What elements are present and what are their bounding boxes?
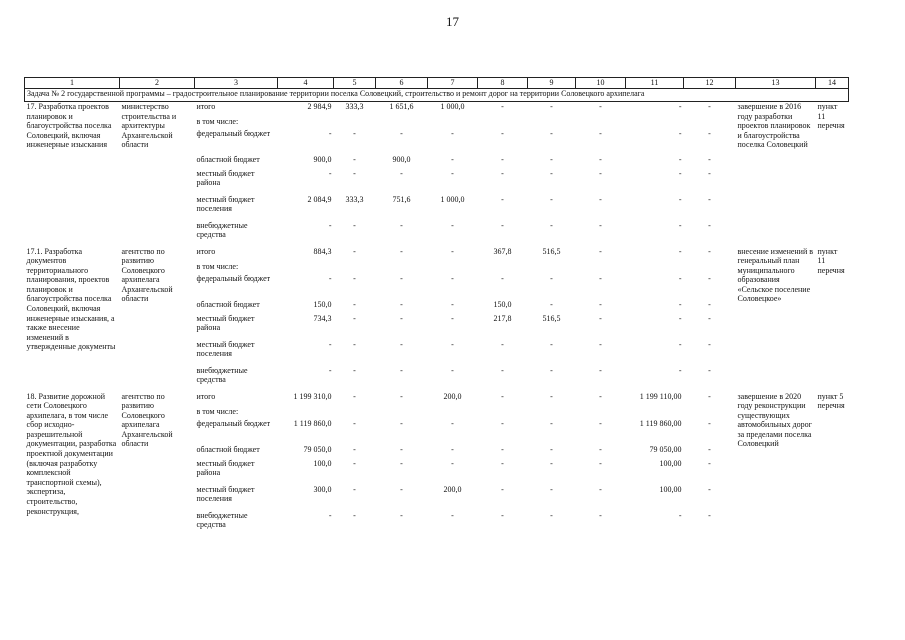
funding-source: внебюджетные средства	[196, 365, 248, 385]
amount-cell: -	[353, 128, 356, 138]
amount-cell: -	[328, 128, 332, 138]
amount-cell: -	[550, 418, 553, 428]
amount-cell: -	[708, 391, 711, 401]
amount-cell: -	[501, 128, 504, 138]
amount-cell: -	[400, 365, 403, 375]
amount-cell: -	[599, 484, 602, 494]
amount-cell: -	[501, 484, 504, 494]
measure-name: 17.1. Разработка документов территориального планирования, проектов планировок и благоустройства поселка Соловецкий, включая инженерные изыскания, а также внесение изменений в утвержденные документы	[26, 246, 116, 352]
amount-cell: -	[353, 458, 356, 468]
amount-cell: 367,8	[493, 246, 512, 256]
amount-cell: -	[708, 418, 711, 428]
header-col-9: 9	[528, 78, 576, 89]
amount-cell: -	[599, 391, 602, 401]
funding-source: местный бюджет поселения	[196, 484, 255, 504]
amount-cell: -	[678, 194, 682, 204]
header-col-12: 12	[684, 78, 736, 89]
header-col-2: 2	[120, 78, 195, 89]
amount-cell: -	[328, 220, 332, 230]
amount-cell	[576, 407, 626, 419]
amount-cell: -	[501, 194, 504, 204]
page-number: 17	[446, 14, 459, 29]
amount-cell: -	[353, 313, 356, 323]
amount-cell: -	[678, 102, 682, 111]
amount-cell: -	[451, 168, 454, 178]
funding-source: федеральный бюджет	[196, 128, 271, 138]
amount-cell: -	[451, 444, 454, 454]
funding-source: итого	[196, 102, 216, 111]
amount-cell: 200,0	[443, 391, 462, 401]
amount-cell	[626, 407, 684, 419]
funding-source: итого	[196, 391, 216, 401]
amount-cell: 1 119 860,00	[639, 418, 682, 428]
amount-cell: -	[550, 391, 553, 401]
amount-cell: -	[550, 510, 553, 520]
amount-cell: -	[550, 273, 553, 283]
amount-cell: -	[550, 299, 553, 309]
amount-cell: 1 199 110,00	[639, 391, 682, 401]
amount-cell: -	[400, 391, 403, 401]
amount-cell: -	[599, 273, 602, 283]
amount-cell: -	[678, 246, 682, 256]
amount-cell	[428, 407, 478, 419]
amount-cell: -	[708, 365, 711, 375]
measure-name: 17. Разработка проектов планировок и благоустройства поселка Соловецкий, включая инженерные изыскания	[26, 102, 112, 150]
funding-source: областной бюджет	[196, 154, 260, 164]
amount-cell: -	[328, 339, 332, 349]
amount-cell: -	[599, 246, 602, 256]
amount-cell: -	[353, 168, 356, 178]
executor: агентство по развитию Соловецкого архипелага Архангельской области	[121, 246, 173, 304]
amount-cell: -	[678, 168, 682, 178]
amount-cell: -	[678, 510, 682, 520]
indicator-reference: пункт 11 перечня	[817, 102, 845, 131]
amount-cell: 2 084,9	[307, 194, 332, 204]
amount-cell: -	[550, 168, 553, 178]
amount-cell: -	[501, 391, 504, 401]
amount-cell: -	[328, 510, 332, 520]
amount-cell	[428, 117, 478, 129]
amount-cell: -	[708, 299, 711, 309]
funding-source: федеральный бюджет	[196, 418, 271, 428]
amount-cell: -	[599, 418, 602, 428]
amount-cell: 734,3	[313, 313, 332, 323]
amount-cell: -	[353, 220, 356, 230]
header-col-4: 4	[278, 78, 334, 89]
amount-cell: 1 119 860,0	[293, 418, 332, 428]
amount-cell	[334, 117, 376, 129]
amount-cell: -	[353, 510, 356, 520]
amount-cell: -	[501, 458, 504, 468]
amount-cell: -	[599, 365, 602, 375]
amount-cell: -	[501, 510, 504, 520]
amount-cell: 100,0	[313, 458, 332, 468]
amount-cell: -	[400, 273, 403, 283]
amount-cell: -	[451, 128, 454, 138]
amount-cell	[684, 262, 736, 274]
amount-cell	[626, 262, 684, 274]
amount-cell: 100,00	[659, 484, 682, 494]
amount-cell: -	[353, 339, 356, 349]
measure-name: 18. Развитие дорожной сети Соловецкого архипелага, в том числе сбор исходно-разрешительной документации, разработка проектной документации (включая разработку комплексной транспортной схемы), экспертиза, строительство, реконструкция,	[26, 391, 117, 516]
amount-cell	[334, 262, 376, 274]
amount-cell: 516,5	[542, 246, 561, 256]
amount-cell: -	[451, 313, 454, 323]
executor: агентство по развитию Соловецкого архипелага Архангельской области	[121, 391, 173, 449]
amount-cell: 1 000,0	[440, 102, 465, 111]
funding-source: в том числе:	[196, 261, 239, 271]
amount-cell: -	[550, 220, 553, 230]
task-title: Задача № 2 государственной программы – градостроительное планирование территории поселка Соловецкий, строительство и ремонт дорог на территории Соловецкого архипелага	[25, 89, 849, 102]
amount-cell: -	[708, 168, 711, 178]
amount-cell: -	[550, 484, 553, 494]
amount-cell: -	[400, 299, 403, 309]
amount-cell: -	[451, 365, 454, 375]
amount-cell: -	[708, 102, 711, 111]
funding-source: итого	[196, 246, 216, 256]
amount-cell: -	[400, 510, 403, 520]
amount-cell: -	[678, 339, 682, 349]
amount-cell: -	[550, 365, 553, 375]
amount-cell	[528, 407, 576, 419]
amount-cell	[528, 262, 576, 274]
funding-source: внебюджетные средства	[196, 220, 248, 240]
indicator-reference: пункт 11 перечня	[817, 246, 845, 275]
amount-cell: -	[599, 444, 602, 454]
amount-cell: -	[599, 194, 602, 204]
amount-cell: 751,6	[392, 194, 411, 204]
amount-cell: -	[678, 313, 682, 323]
program-table	[24, 77, 849, 537]
amount-cell: -	[678, 273, 682, 283]
amount-cell: -	[678, 220, 682, 230]
header-col-10: 10	[576, 78, 626, 89]
amount-cell: -	[550, 154, 553, 164]
amount-cell: 884,3	[313, 246, 332, 256]
funding-source: областной бюджет	[196, 444, 260, 454]
amount-cell: -	[353, 365, 356, 375]
funding-source: местный бюджет района	[196, 168, 255, 188]
amount-cell: -	[451, 339, 454, 349]
amount-cell: -	[353, 418, 356, 428]
amount-cell: 200,0	[443, 484, 462, 494]
expected-result: завершение в 2020 году реконструкции существующих автомобильных дорог за пределами поселка Соловецкий	[737, 391, 812, 449]
amount-cell: -	[353, 299, 356, 309]
amount-cell: 79 050,0	[303, 444, 332, 454]
amount-cell: -	[599, 458, 602, 468]
amount-cell: -	[501, 365, 504, 375]
amount-cell: -	[599, 168, 602, 178]
header-col-13: 13	[736, 78, 816, 89]
amount-cell: -	[451, 273, 454, 283]
amount-cell: -	[353, 273, 356, 283]
amount-cell: 2 984,9	[307, 102, 332, 111]
amount-cell: -	[708, 510, 711, 520]
amount-cell	[376, 117, 428, 129]
amount-cell	[278, 262, 334, 274]
amount-cell: -	[708, 194, 711, 204]
funding-source: местный бюджет поселения	[196, 194, 255, 214]
amount-cell: -	[708, 458, 711, 468]
amount-cell: -	[501, 444, 504, 454]
executor: министерство строительства и архитектуры Архангельской области	[121, 102, 177, 150]
amount-cell: -	[353, 391, 356, 401]
amount-cell: -	[599, 339, 602, 349]
amount-cell: -	[599, 154, 602, 164]
amount-cell	[478, 117, 528, 129]
amount-cell: -	[550, 102, 553, 111]
amount-cell: -	[400, 418, 403, 428]
amount-cell: -	[550, 128, 553, 138]
amount-cell: -	[501, 168, 504, 178]
funding-source: внебюджетные средства	[196, 510, 248, 530]
amount-cell: -	[708, 484, 711, 494]
amount-cell: -	[708, 220, 711, 230]
amount-cell: -	[400, 339, 403, 349]
amount-cell: -	[400, 128, 403, 138]
amount-cell: 79 050,00	[649, 444, 682, 454]
amount-cell: -	[451, 458, 454, 468]
amount-cell: -	[708, 246, 711, 256]
header-col-5: 5	[334, 78, 376, 89]
amount-cell: 150,0	[313, 299, 332, 309]
amount-cell	[576, 117, 626, 129]
amount-cell: 100,00	[659, 458, 682, 468]
task-row	[25, 89, 849, 102]
header-col-14: 14	[816, 78, 849, 89]
header-col-11: 11	[626, 78, 684, 89]
amount-cell: 900,0	[313, 154, 332, 164]
amount-cell: 150,0	[493, 299, 512, 309]
amount-cell: -	[678, 365, 682, 375]
amount-cell: -	[599, 313, 602, 323]
amount-cell: 900,0	[392, 154, 411, 164]
amount-cell: -	[328, 273, 332, 283]
amount-cell: -	[400, 484, 403, 494]
amount-cell: -	[451, 299, 454, 309]
header-col-8: 8	[478, 78, 528, 89]
header-col-3: 3	[195, 78, 278, 89]
header-row	[25, 78, 849, 89]
amount-cell: -	[501, 102, 504, 111]
amount-cell	[684, 117, 736, 129]
funding-source: местный бюджет поселения	[196, 339, 255, 359]
expected-result: завершение в 2016 году разработки проектов планировок и благоустройства поселка Соловецкий	[737, 102, 811, 150]
budget-row	[25, 102, 849, 117]
amount-cell: -	[400, 313, 403, 323]
amount-cell: -	[599, 128, 602, 138]
amount-cell: -	[550, 194, 553, 204]
amount-cell	[376, 407, 428, 419]
amount-cell: -	[708, 128, 711, 138]
amount-cell: -	[501, 273, 504, 283]
indicator-reference: пункт 5 перечня	[817, 391, 845, 411]
amount-cell: 333,3	[345, 194, 364, 204]
amount-cell	[428, 262, 478, 274]
amount-cell: -	[328, 365, 332, 375]
amount-cell: 1 651,6	[389, 102, 414, 111]
amount-cell: -	[708, 444, 711, 454]
amount-cell	[334, 407, 376, 419]
amount-cell: -	[678, 128, 682, 138]
amount-cell: -	[599, 102, 602, 111]
amount-cell: -	[353, 484, 356, 494]
funding-source: федеральный бюджет	[196, 273, 271, 283]
funding-source: местный бюджет района	[196, 458, 255, 478]
amount-cell	[376, 262, 428, 274]
amount-cell: -	[400, 220, 403, 230]
amount-cell: 333,3	[345, 102, 364, 111]
amount-cell: -	[400, 444, 403, 454]
amount-cell: 516,5	[542, 313, 561, 323]
amount-cell: -	[550, 458, 553, 468]
amount-cell: -	[353, 154, 356, 164]
amount-cell	[528, 117, 576, 129]
amount-cell: -	[678, 154, 682, 164]
amount-cell	[478, 262, 528, 274]
budget-row	[25, 247, 849, 262]
amount-cell: 300,0	[313, 484, 332, 494]
amount-cell	[278, 117, 334, 129]
amount-cell: -	[451, 246, 454, 256]
amount-cell: -	[501, 220, 504, 230]
amount-cell	[478, 407, 528, 419]
amount-cell: -	[451, 510, 454, 520]
amount-cell: -	[328, 168, 332, 178]
funding-source: в том числе:	[196, 406, 239, 416]
funding-source: местный бюджет района	[196, 313, 255, 333]
amount-cell: -	[708, 339, 711, 349]
amount-cell: -	[501, 154, 504, 164]
header-col-7: 7	[428, 78, 478, 89]
amount-cell	[576, 262, 626, 274]
amount-cell: -	[550, 444, 553, 454]
amount-cell: -	[708, 313, 711, 323]
amount-cell: -	[501, 339, 504, 349]
amount-cell: -	[708, 273, 711, 283]
amount-cell: -	[400, 168, 403, 178]
amount-cell: -	[353, 444, 356, 454]
funding-source: областной бюджет	[196, 299, 260, 309]
amount-cell: -	[451, 418, 454, 428]
amount-cell: -	[353, 246, 356, 256]
amount-cell: -	[708, 154, 711, 164]
amount-cell: -	[501, 418, 504, 428]
amount-cell: 1 000,0	[440, 194, 465, 204]
amount-cell: -	[599, 220, 602, 230]
expected-result: внесение изменений в генеральный план муниципального образования «Сельское поселение Соловецкое»	[737, 246, 814, 304]
amount-cell: -	[451, 154, 454, 164]
amount-cell	[278, 407, 334, 419]
amount-cell: -	[550, 339, 553, 349]
amount-cell: -	[451, 220, 454, 230]
amount-cell	[626, 117, 684, 129]
header-col-6: 6	[376, 78, 428, 89]
amount-cell: 1 199 310,0	[293, 391, 332, 401]
budget-row	[25, 392, 849, 407]
amount-cell	[684, 407, 736, 419]
amount-cell: -	[400, 458, 403, 468]
amount-cell: -	[400, 246, 403, 256]
funding-source: в том числе:	[196, 116, 239, 126]
header-col-1: 1	[25, 78, 120, 89]
amount-cell: 217,8	[493, 313, 512, 323]
amount-cell: -	[678, 299, 682, 309]
amount-cell: -	[599, 299, 602, 309]
amount-cell: -	[599, 510, 602, 520]
